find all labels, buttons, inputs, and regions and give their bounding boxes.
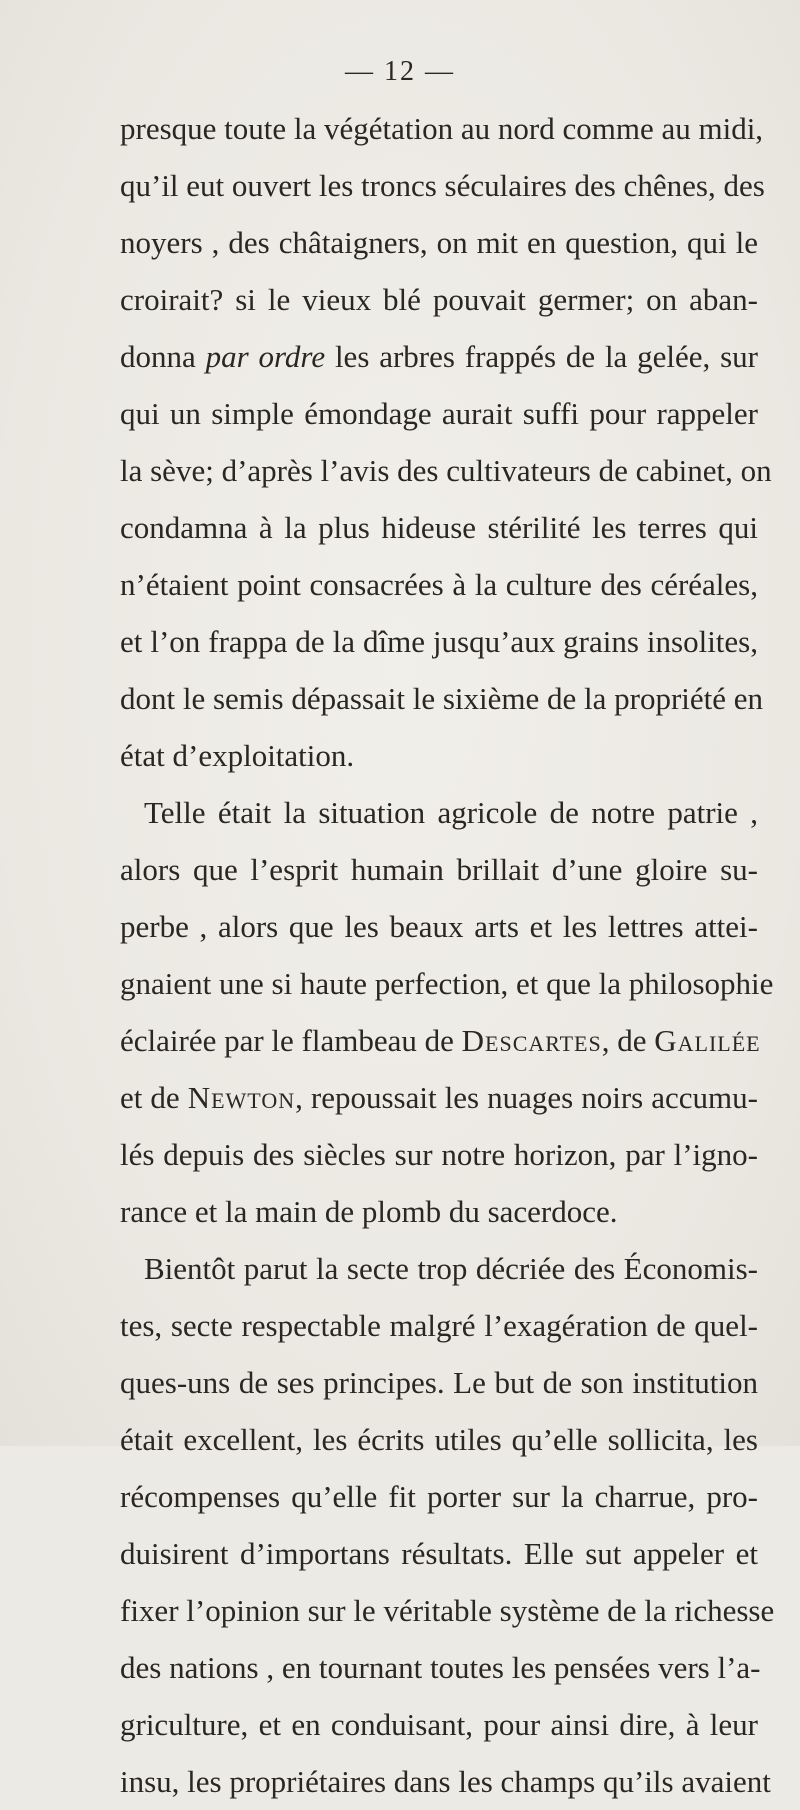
text-line: et l’on frappa de la dîme jusqu’aux grains insolites, <box>120 624 758 659</box>
text-line: presque toute la végétation au nord comme au midi, <box>120 111 764 146</box>
text-line <box>120 1012 761 1069</box>
text-line: tes, secte respectable malgré l’exagération de quel- <box>120 1308 758 1343</box>
text-line: n’étaient point consacrées à la culture des céréales, <box>120 567 758 602</box>
text-line: fixer l’opinion sur le véritable système de la richesse <box>120 1593 775 1628</box>
text-line: alors que l’esprit humain brillait d’une gloire su- <box>120 852 758 887</box>
name-descartes: Descartes <box>461 1023 602 1058</box>
text-line: la sève; d’après l’avis des cultivateurs de cabinet, on <box>120 453 772 488</box>
text-line: perbe , alors que les beaux arts et les lettres attei- <box>120 909 758 944</box>
text-line: récompenses qu’elle fit porter sur la charrue, pro- <box>120 1479 758 1514</box>
text-line: croirait? si le vieux blé pouvait germer; on aban- <box>120 282 758 317</box>
text-line: lés depuis des siècles sur notre horizon, par l’igno- <box>120 1137 758 1172</box>
text-line: dont le semis dépassait le sixième de la propriété en <box>120 681 764 716</box>
text-line <box>120 328 758 385</box>
text-line: qui un simple émondage aurait suffi pour rappeler <box>120 396 758 431</box>
text-line: gnaient une si haute perfection, et que la philosophie <box>120 966 774 1001</box>
text-segment: les arbres frappés de la gelée, sur <box>325 339 759 374</box>
text-line: qu’il eut ouvert les troncs séculaires des chênes, des <box>120 168 765 203</box>
text-line: condamna à la plus hideuse stérilité les terres qui <box>120 510 758 545</box>
text-segment: donna <box>120 339 206 374</box>
text-line: insu, les propriétaires dans les champs qu’ils avaient <box>120 1764 771 1799</box>
text-line: griculture, et en conduisant, pour ainsi dire, à leur <box>120 1707 758 1742</box>
italic-phrase: par ordre <box>205 339 326 374</box>
text-segment: , repoussait les nuages noirs accumu- <box>295 1080 758 1115</box>
text-line: des nations , en tournant toutes les pensées vers l’a- <box>120 1650 761 1685</box>
text-line: état d’exploitation. <box>120 738 355 773</box>
page-number: — 12 — <box>345 56 455 87</box>
paragraph-start-line: Telle était la situation agricole de notre patrie , <box>144 795 758 830</box>
text-line: était excellent, les écrits utiles qu’elle sollicita, les <box>120 1422 758 1457</box>
text-line: noyers , des châtaigners, on mit en question, qui le <box>120 225 758 260</box>
name-galilee: Galilée <box>654 1023 761 1058</box>
name-newton: Newton <box>187 1080 296 1115</box>
text-line <box>120 1069 758 1126</box>
paragraph-start-line: Bientôt parut la secte trop décriée des Économis- <box>144 1251 758 1286</box>
text-line: rance et la main de plomb du sacerdoce. <box>120 1194 618 1229</box>
text-line: duisirent d’importans résultats. Elle sut appeler et <box>120 1536 758 1571</box>
text-segment: , de <box>601 1023 655 1058</box>
text-segment: et de <box>120 1080 188 1115</box>
text-segment: éclairée par le flambeau de <box>120 1023 462 1058</box>
text-line: ques-uns de ses principes. Le but de son institution <box>120 1365 758 1400</box>
body-text <box>120 100 775 1810</box>
